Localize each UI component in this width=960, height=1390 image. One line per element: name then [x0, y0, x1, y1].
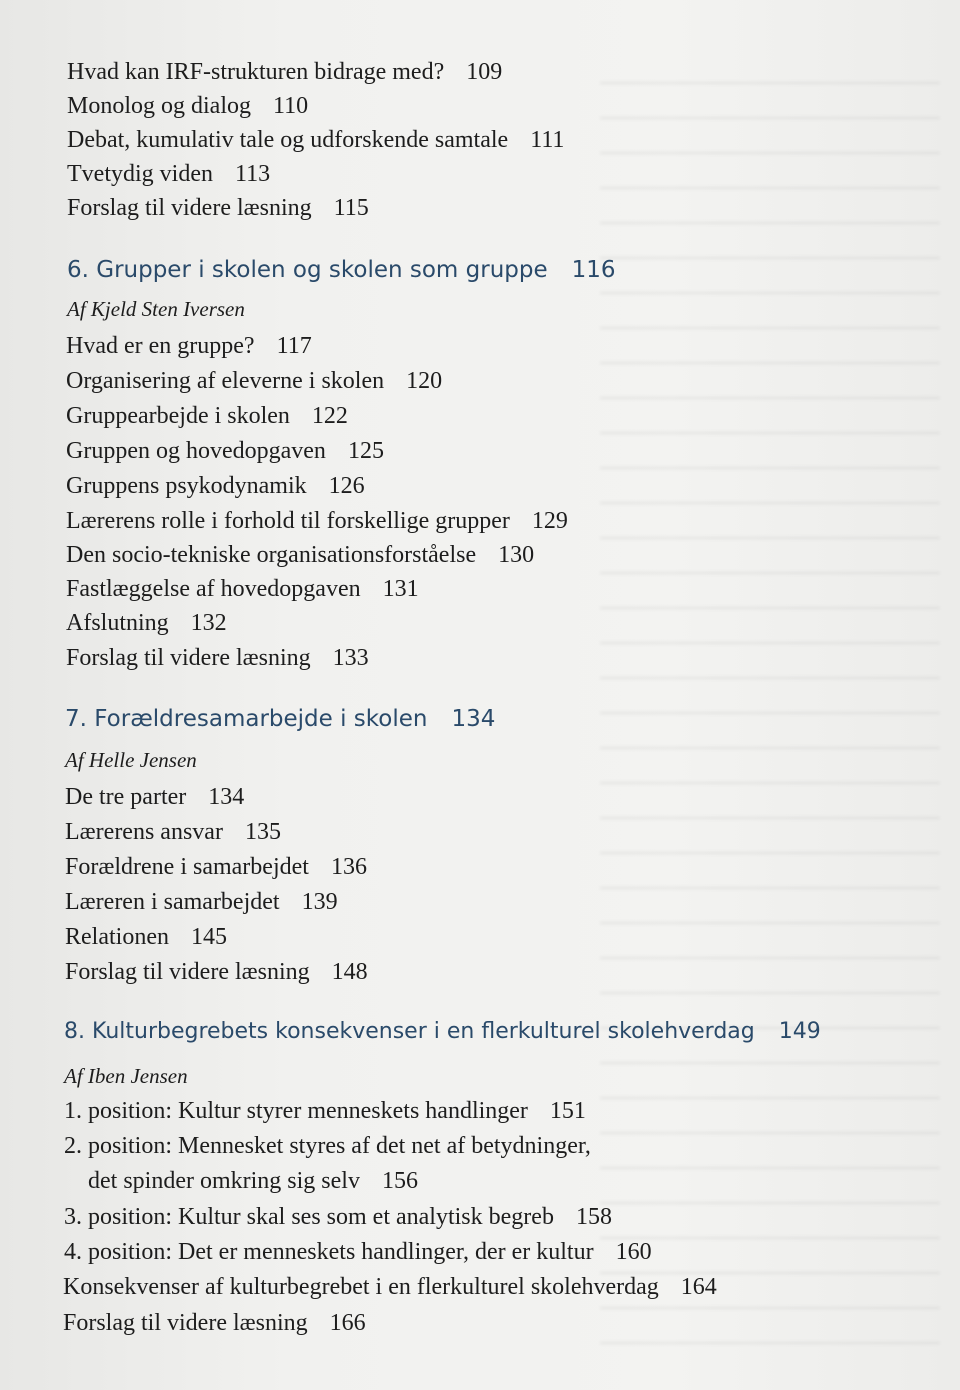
entry-page: 120	[406, 368, 443, 394]
entry-title: Lærerens rolle i forhold til forskellige grupper	[66, 508, 510, 534]
toc-entry	[66, 366, 442, 396]
entry-title: 1. position: Kultur styrer menneskets handlinger	[64, 1098, 528, 1124]
entry-page: 125	[347, 438, 384, 464]
toc-entry	[66, 540, 534, 570]
toc-entry	[63, 1272, 717, 1302]
chapter-page: 149	[778, 1019, 821, 1044]
entry-page: 126	[328, 473, 365, 499]
chapter-heading	[67, 255, 616, 285]
toc-entry	[67, 57, 502, 87]
entry-page: 133	[332, 645, 369, 671]
entry-title: Hvad kan IRF-strukturen bidrage med?	[67, 59, 445, 85]
entry-title: Forslag til videre læsning	[63, 1310, 308, 1336]
toc-entry	[66, 436, 384, 466]
toc-entry	[67, 91, 308, 121]
toc-entry	[65, 887, 338, 917]
entry-page: 117	[276, 333, 312, 359]
entry-title: Den socio-tekniske organisationsforståelse	[66, 542, 477, 568]
entry-page: 135	[244, 819, 281, 845]
entry-title: Tvetydig viden	[67, 161, 213, 187]
entry-title: Forslag til videre læsning	[65, 959, 310, 985]
entry-title: Konsekvenser af kulturbegrebet i en flerkulturel skolehverdag	[63, 1274, 659, 1300]
entry-title: Gruppens psykodynamik	[66, 473, 307, 499]
entry-page: 148	[331, 959, 368, 985]
entry-title: Forslag til videre læsning	[66, 645, 311, 671]
toc-entry	[64, 1096, 586, 1126]
entry-title: 3. position: Kultur skal ses som et analytisk begreb	[64, 1204, 554, 1230]
chapter-author: Af Helle Jensen	[65, 748, 197, 772]
entry-page: 145	[190, 924, 227, 950]
toc-entry	[65, 817, 281, 847]
entry-title: Relationen	[65, 924, 169, 950]
entry-title: Gruppen og hovedopgaven	[66, 438, 326, 464]
toc-entry	[67, 193, 369, 223]
chapter-page: 134	[451, 706, 496, 732]
toc-entry	[66, 401, 348, 431]
toc-entry	[65, 957, 368, 987]
entry-title: Afslutning	[66, 610, 169, 636]
toc-entry	[66, 506, 568, 536]
entry-page: 122	[311, 403, 348, 429]
entry-page: 110	[273, 93, 309, 119]
entry-title: 2. position: Mennesket styres af det net af betydninger,	[64, 1133, 591, 1159]
entry-title: Læreren i samarbejdet	[65, 889, 280, 915]
entry-page: 158	[575, 1204, 612, 1230]
entry-page: 131	[382, 576, 419, 602]
toc-entry	[66, 643, 369, 673]
entry-page: 129	[531, 508, 568, 534]
entry-page: 132	[190, 610, 227, 636]
toc-entry	[88, 1166, 418, 1196]
toc-entry	[64, 1202, 612, 1232]
toc-entry	[66, 471, 365, 501]
toc-entry	[67, 159, 270, 189]
entry-title: Hvad er en gruppe?	[66, 333, 255, 359]
chapter-title: 6. Grupper i skolen og skolen som gruppe	[67, 257, 548, 283]
entry-page: 113	[234, 161, 271, 187]
entry-title: det spinder omkring sig selv	[88, 1168, 360, 1194]
chapter-heading	[65, 704, 495, 734]
toc-entry	[66, 574, 419, 604]
entry-page: 151	[549, 1098, 586, 1124]
entry-page: 130	[498, 542, 535, 568]
toc-entry	[65, 782, 244, 812]
toc-entry	[67, 125, 564, 155]
entry-title: Lærerens ansvar	[65, 819, 223, 845]
entry-title: Forældrene i samarbejdet	[65, 854, 309, 880]
toc-entry	[65, 852, 367, 882]
entry-page: 139	[301, 889, 338, 915]
toc-entry	[66, 331, 312, 361]
entry-page: 111	[530, 127, 565, 153]
toc-entry	[65, 922, 227, 952]
chapter-author: Af Kjeld Sten Iversen	[67, 297, 245, 321]
entry-title: Forslag til videre læsning	[67, 195, 312, 221]
chapter-title: 8. Kulturbegrebets konsekvenser i en flerkulturel skolehverdag	[64, 1019, 755, 1044]
entry-page: 134	[208, 784, 245, 810]
entry-page: 156	[381, 1168, 418, 1194]
entry-page: 136	[330, 854, 367, 880]
entry-page: 109	[466, 59, 503, 85]
entry-title: Monolog og dialog	[67, 93, 251, 119]
entry-page: 166	[329, 1310, 366, 1336]
toc-entry	[64, 1237, 652, 1267]
entry-title: Debat, kumulativ tale og udforskende samtale	[67, 127, 509, 153]
chapter-title: 7. Forældresamarbejde i skolen	[65, 706, 428, 732]
entry-title: Fastlæggelse af hovedopgaven	[66, 576, 361, 602]
entry-title: Gruppearbejde i skolen	[66, 403, 290, 429]
entry-page: 115	[333, 195, 369, 221]
entry-page: 160	[615, 1239, 652, 1265]
toc-entry	[63, 1308, 366, 1338]
chapter-author: Af Iben Jensen	[64, 1064, 188, 1088]
entry-title: De tre parter	[65, 784, 187, 810]
chapter-heading	[64, 1017, 821, 1047]
toc-entry	[66, 608, 227, 638]
toc-entry	[64, 1131, 613, 1161]
entry-page: 164	[680, 1274, 717, 1300]
entry-title: Organisering af eleverne i skolen	[66, 368, 385, 394]
entry-title: 4. position: Det er menneskets handlinger, der er kultur	[64, 1239, 594, 1265]
chapter-page: 116	[571, 257, 616, 283]
